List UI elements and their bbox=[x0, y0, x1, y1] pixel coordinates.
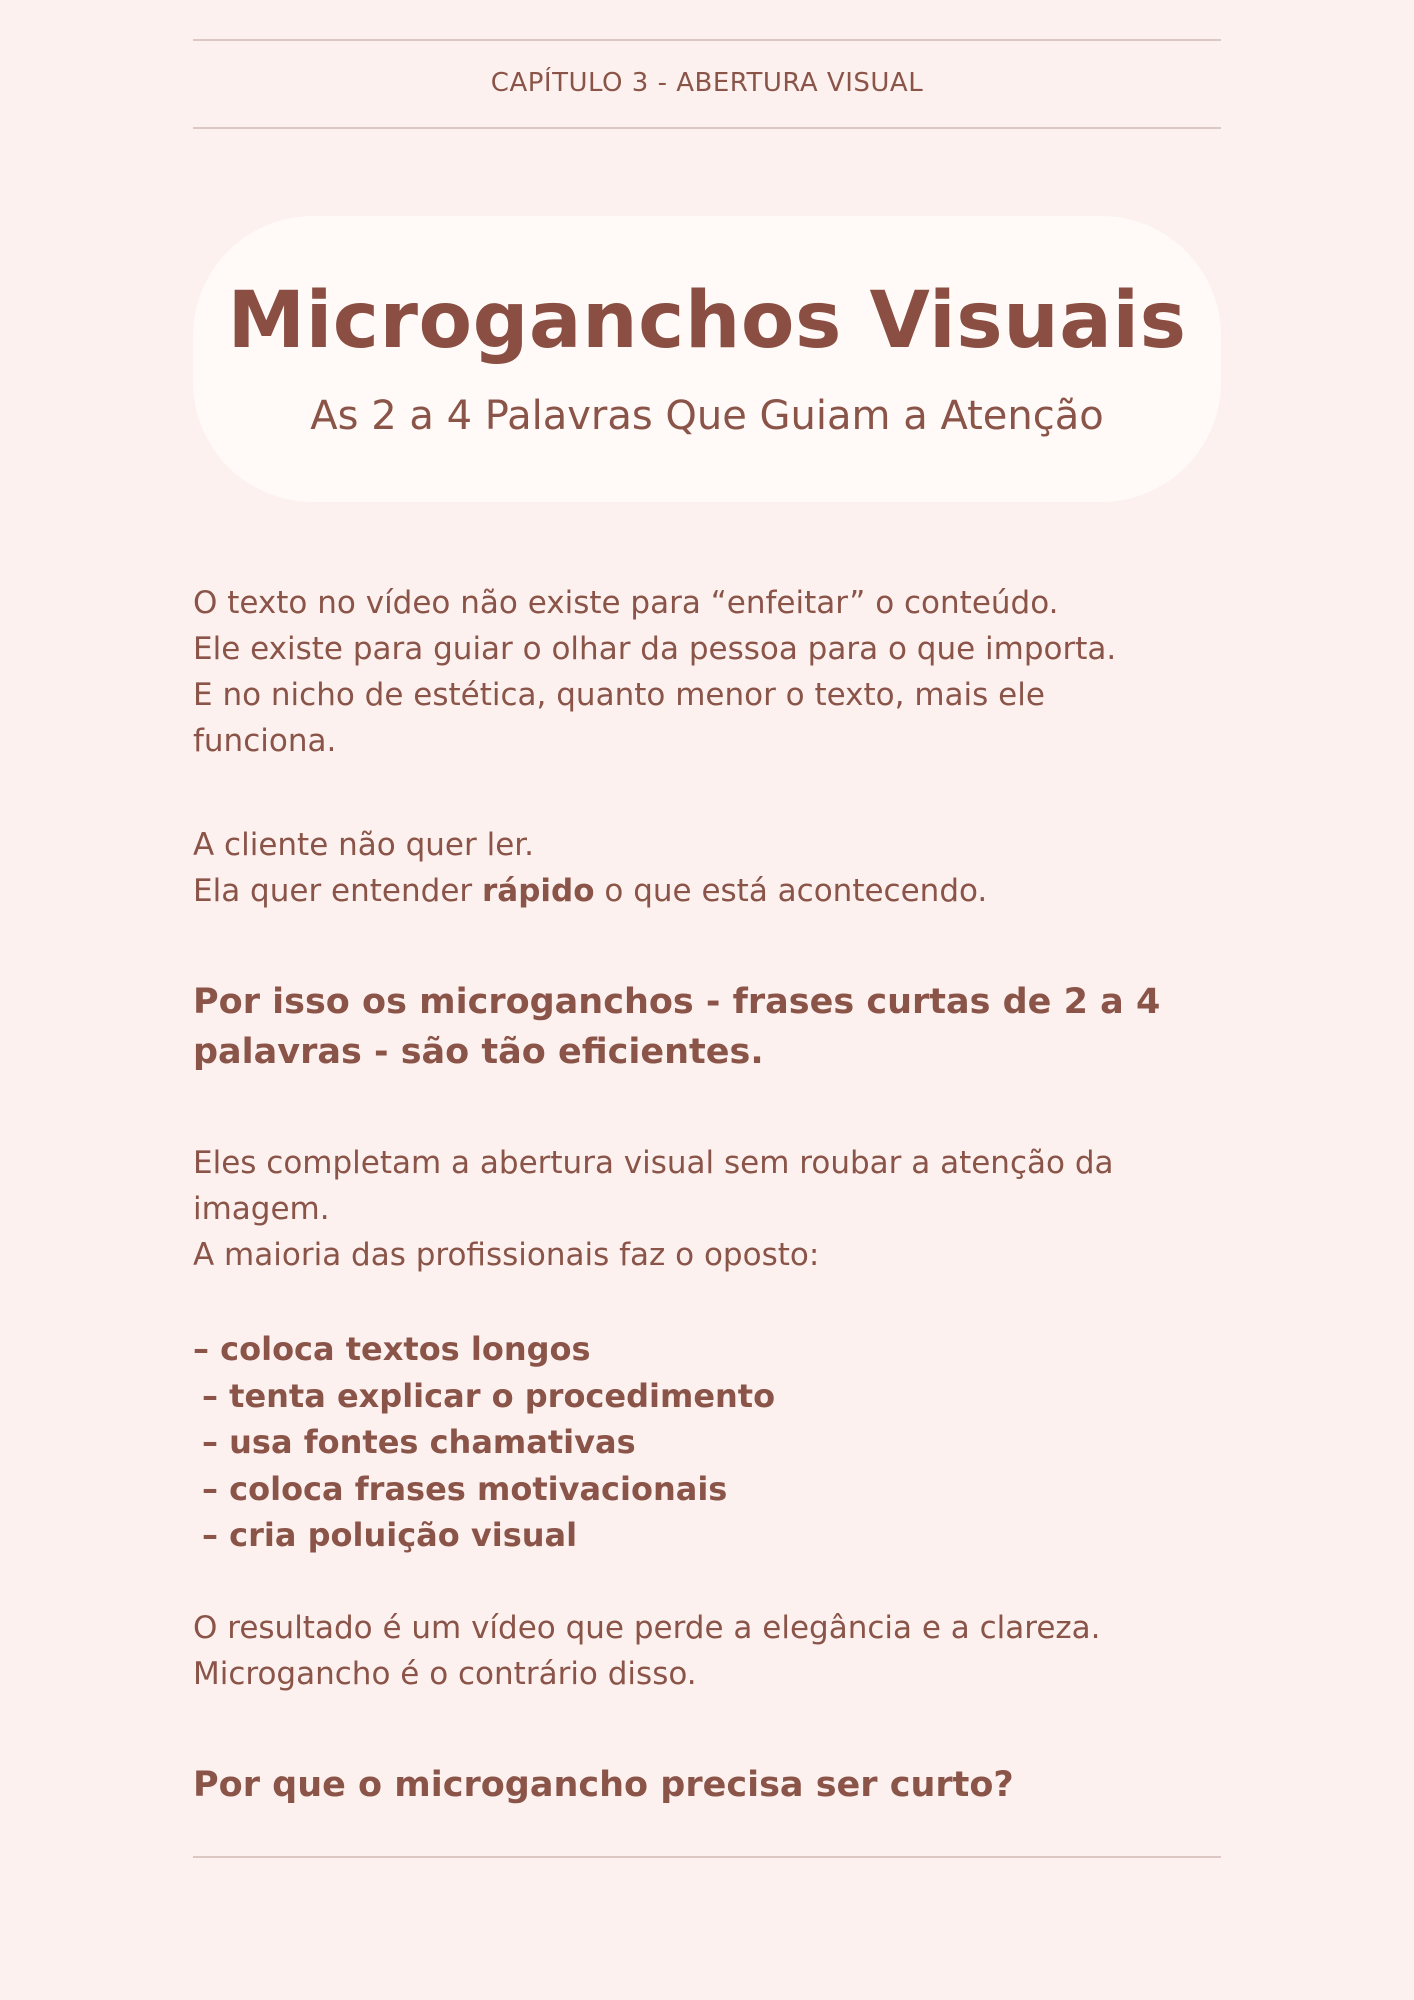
emphasis-line: palavras - são tão eficientes. bbox=[193, 1032, 764, 1072]
mistakes-list bbox=[193, 1326, 1221, 1559]
paragraph-line: A cliente não quer ler. bbox=[193, 827, 535, 863]
paragraph-line: funciona. bbox=[193, 723, 337, 759]
paragraph-line: O texto no vídeo não existe para “enfeitar” o conteúdo. bbox=[193, 585, 1059, 621]
title-card bbox=[193, 216, 1221, 502]
paragraph-result bbox=[193, 1605, 1221, 1697]
paragraph-line: O resultado é um vídeo que perde a elegância e a clareza. bbox=[193, 1610, 1101, 1646]
list-item: – coloca textos longos bbox=[193, 1330, 591, 1368]
emphasis-line: Por isso os microganchos - frases curtas de 2 a 4 bbox=[193, 982, 1161, 1022]
paragraph-line: E no nicho de estética, quanto menor o texto, mais ele bbox=[193, 677, 1045, 713]
paragraph-line: Microgancho é o contrário disso. bbox=[193, 1656, 697, 1692]
emphasis-statement bbox=[193, 977, 1221, 1077]
header-bottom-divider bbox=[193, 127, 1221, 129]
bold-word: rápido bbox=[482, 873, 595, 909]
question-line: Por que o microgancho precisa ser curto? bbox=[193, 1765, 1014, 1805]
footer-divider bbox=[193, 1856, 1221, 1858]
section-question bbox=[193, 1760, 1221, 1810]
paragraph-line: Ele existe para guiar o olhar da pessoa para o que importa. bbox=[193, 631, 1117, 667]
paragraph-intro bbox=[193, 580, 1221, 764]
paragraph-line: imagem. bbox=[193, 1191, 330, 1227]
paragraph-line bbox=[193, 868, 1221, 914]
header-top-divider bbox=[193, 39, 1221, 41]
text-run: Ela quer entender bbox=[193, 873, 482, 909]
paragraph-line: Eles completam a abertura visual sem roubar a atenção da bbox=[193, 1145, 1114, 1181]
list-item: – usa fontes chamativas bbox=[202, 1423, 636, 1461]
document-page bbox=[193, 0, 1221, 2000]
list-item: – tenta explicar o procedimento bbox=[202, 1376, 776, 1415]
chapter-label: CAPÍTULO 3 - ABERTURA VISUAL bbox=[490, 68, 924, 98]
paragraph-client bbox=[193, 822, 1221, 914]
list-item: – cria poluição visual bbox=[202, 1516, 578, 1554]
page-title: Microganchos Visuais bbox=[227, 276, 1187, 366]
text-run: o que está acontecendo. bbox=[594, 873, 988, 909]
paragraph-opposite bbox=[193, 1140, 1221, 1278]
paragraph-line: A maioria das profissionais faz o oposto: bbox=[193, 1237, 820, 1273]
list-item: – coloca frases motivacionais bbox=[202, 1469, 728, 1508]
page-subtitle: As 2 a 4 Palavras Que Guiam a Atenção bbox=[310, 393, 1104, 439]
